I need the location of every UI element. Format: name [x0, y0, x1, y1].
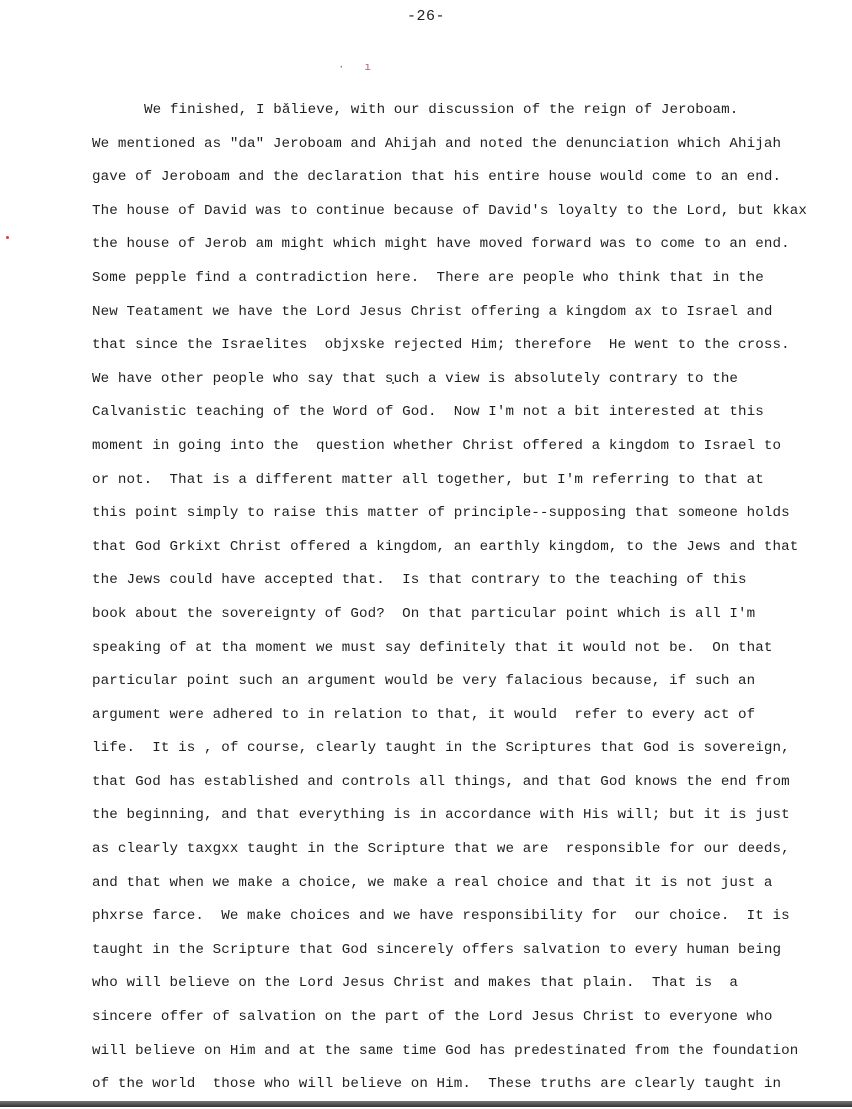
- text-line: Calvanistic teaching of the Word of God. Now I'm not a bit interested at this: [92, 404, 764, 421]
- text-line: We mentioned as "da" Jeroboam and Ahijah and noted the denunciation which Ahijah: [92, 135, 782, 152]
- stray-pen-mark: · ı: [338, 62, 372, 74]
- text-line: the beginning, and that everything is in accordance with His will; but it is just: [92, 807, 790, 824]
- text-line: as clearly taxgxx taught in the Scripture that we are responsible for our deeds,: [92, 841, 790, 858]
- text-line: The house of David was to continue because of David's loyalty to the Lord, but kkax: [92, 202, 807, 219]
- text-line: Some pepple find a contradiction here. There are people who think that in the: [92, 269, 764, 286]
- text-line: phxrse farce. We make choices and we have responsibility for our choice. It is: [92, 908, 790, 925]
- bottom-edge-rule: [0, 1101, 852, 1107]
- text-line: argument were adhered to in relation to that, it would refer to every act of: [92, 706, 756, 723]
- text-line: sincere offer of salvation on the part of the Lord Jesus Christ to everyone who: [92, 1009, 773, 1026]
- text-line: New Teatament we have the Lord Jesus Christ offering a kingdom ax to Israel and: [92, 303, 773, 320]
- text-line: of the world those who will believe on Him. These truths are clearly taught in: [92, 1076, 782, 1093]
- text-line: or not. That is a different matter all together, but I'm referring to that at: [92, 471, 764, 488]
- text-line: We finished, I bǎlieve, with our discussion of the reign of Jeroboam.: [144, 102, 739, 118]
- text-line: moment in going into the question whether Christ offered a kingdom to Israel to: [92, 437, 782, 454]
- text-line: speaking of at tha moment we must say definitely that it would not be. On that: [92, 639, 773, 656]
- text-line: this point simply to raise this matter of principle--supposing that someone holds: [92, 505, 790, 522]
- text-line: the Jews could have accepted that. Is that contrary to the teaching of this: [92, 572, 747, 589]
- text-line: gave of Jeroboam and the declaration that his entire house would come to an end.: [92, 169, 782, 186]
- text-line: taught in the Scripture that God sincerely offers salvation to every human being: [92, 941, 782, 958]
- text-line: will believe on Him and at the same time God has predestinated from the foundation: [92, 1042, 799, 1059]
- text-line: the house of Jerob am might which might have moved forward was to come to an end.: [92, 236, 790, 253]
- text-line: We have other people who say that such a view is absolutely contrary to the: [92, 370, 739, 387]
- text-line: life. It is , of course, clearly taught in the Scriptures that God is sovereign,: [92, 740, 790, 757]
- margin-mark: [6, 236, 9, 239]
- text-line: and that when we make a choice, we make a real choice and that it is not just a: [92, 874, 773, 891]
- text-line: that since the Israelites objxske rejected Him; therefore He went to the cross.: [92, 337, 790, 354]
- text-line: particular point such an argument would be very falacious because, if such an: [92, 673, 756, 690]
- body-text: [92, 94, 807, 1102]
- text-line: book about the sovereignty of God? On that particular point which is all I'm: [92, 605, 756, 622]
- page-number: -26-: [406, 8, 445, 25]
- text-line: that God Grkixt Christ offered a kingdom, an earthly kingdom, to the Jews and that: [92, 538, 799, 555]
- text-line: who will believe on the Lord Jesus Christ and makes that plain. That is a: [92, 975, 739, 992]
- text-line: that God has established and controls all things, and that God knows the end from: [92, 773, 790, 790]
